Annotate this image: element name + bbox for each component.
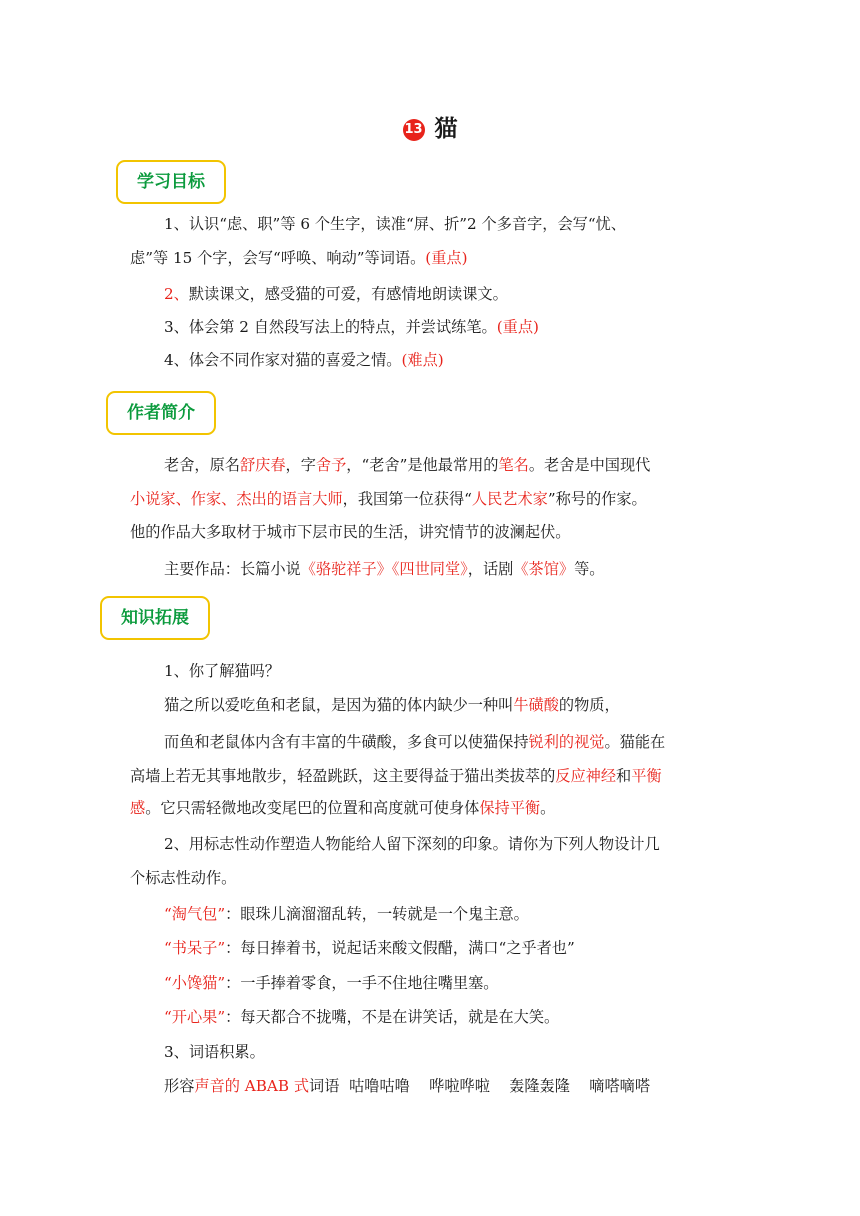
key-point-tag: (重点) [496, 318, 539, 336]
heading-author: 作者简介 [106, 391, 216, 435]
word-accumulation: 形容声音的 ABAB 式词语 咕噜咕噜 哗啦哗啦 轰隆轰隆 嘀嗒嘀嗒 [164, 1077, 651, 1095]
difficult-point-tag: (难点) [401, 351, 444, 369]
goal-4: 4、体会不同作家对猫的喜爱之情。(难点) [164, 351, 444, 369]
goal-2: 2、默读课文，感受猫的可爱，有感情地朗读课文。 [164, 285, 508, 303]
goal-1-line-2: 虑”等 15 个字，会写“呼唤、响动”等词语。(重点) [130, 249, 468, 267]
heading-knowledge: 知识拓展 [100, 596, 210, 640]
key-point-tag: (重点) [425, 249, 468, 267]
knowledge-q2-line-2: 个标志性动作。 [130, 869, 237, 887]
character-item: “开心果”：每天都合不拢嘴，不是在讲笑话，就是在大笑。 [164, 1008, 560, 1026]
knowledge-cat-1: 猫之所以爱吃鱼和老鼠，是因为猫的体内缺少一种叫牛磺酸的物质， [164, 696, 620, 714]
character-item: “小馋猫”：一手捧着零食，一手不住地往嘴里塞。 [164, 974, 499, 992]
character-item: “书呆子”：每日捧着书，说起话来酸文假醋，满口“之乎者也” [164, 939, 575, 957]
goal-1-line-1: 1、认识“虑、职”等 6 个生字，读准“屏、折”2 个多音字，会写“忧、 [164, 215, 626, 233]
author-para-3: 他的作品大多取材于城市下层市民的生活，讲究情节的波澜起伏。 [130, 523, 571, 541]
heading-goals: 学习目标 [116, 160, 226, 204]
lesson-number-badge: 13 [403, 119, 425, 141]
knowledge-q1: 1、你了解猫吗？ [164, 662, 280, 680]
knowledge-cat-3: 高墙上若无其事地散步，轻盈跳跃，这主要得益于猫出类拔萃的反应神经和平衡 [130, 767, 662, 785]
knowledge-cat-4: 感。它只需轻微地改变尾巴的位置和高度就可使身体保持平衡。 [130, 799, 556, 817]
lesson-title [0, 113, 860, 145]
goal-3: 3、体会第 2 自然段写法上的特点，并尝试练笔。(重点) [164, 318, 539, 336]
author-para-1: 老舍，原名舒庆春，字舍予，“老舍”是他最常用的笔名。老舍是中国现代 [164, 456, 651, 474]
knowledge-q2-line-1: 2、用标志性动作塑造人物能给人留下深刻的印象。请你为下列人物设计几 [164, 835, 660, 853]
character-item: “淘气包”：眼珠儿滴溜溜乱转，一转就是一个鬼主意。 [164, 905, 529, 923]
lesson-title-text: 猫 [434, 116, 458, 142]
author-works: 主要作品：长篇小说《骆驼祥子》《四世同堂》，话剧《茶馆》等。 [164, 560, 605, 578]
knowledge-cat-2: 而鱼和老鼠体内含有丰富的牛磺酸，多食可以使猫保持锐利的视觉。猫能在 [164, 733, 666, 751]
author-para-2: 小说家、作家、杰出的语言大师，我国第一位获得“人民艺术家”称号的作家。 [130, 490, 647, 508]
knowledge-q3: 3、词语积累。 [164, 1043, 265, 1061]
